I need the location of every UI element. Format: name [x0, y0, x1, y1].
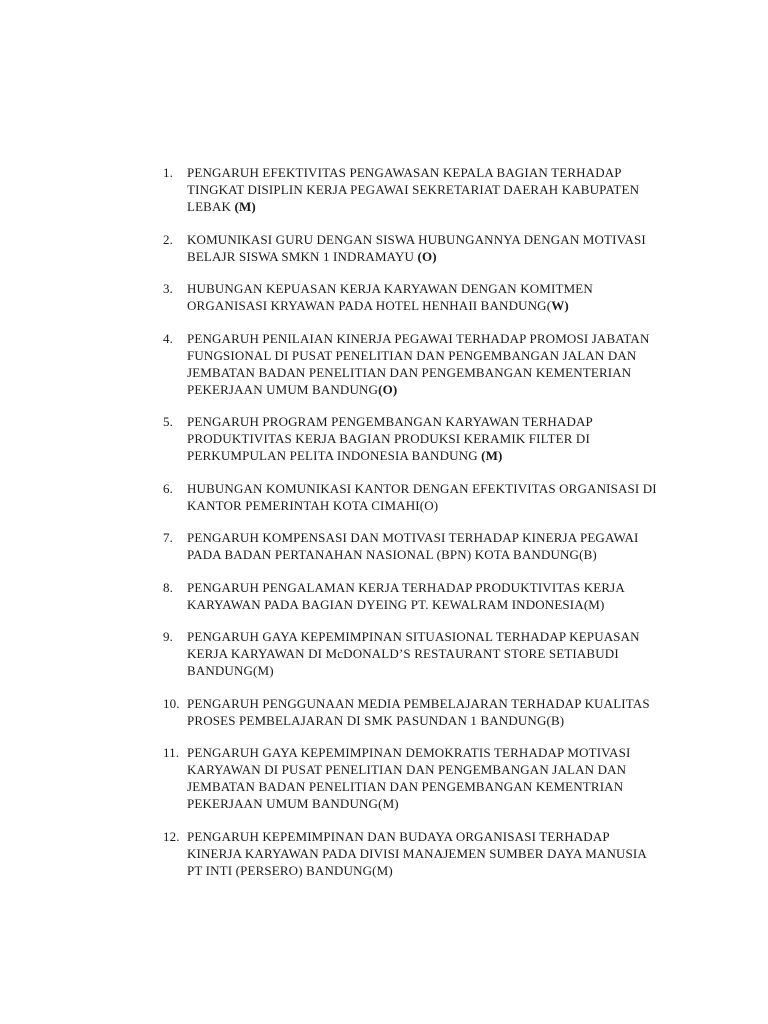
- list-item: [163, 529, 663, 563]
- item-title: [187, 280, 663, 314]
- list-item: [163, 480, 663, 514]
- item-number: 8.: [163, 579, 174, 595]
- item-number: 3.: [163, 281, 174, 296]
- list-item: [163, 231, 663, 265]
- item-title: [187, 413, 663, 464]
- item-code: (O): [378, 381, 398, 397]
- list-item: [163, 330, 663, 398]
- item-code: W): [551, 298, 569, 313]
- item-title: [187, 744, 663, 812]
- item-code: (O): [417, 248, 437, 264]
- item-title-text: HUBUNGAN KOMUNIKASI KANTOR DENGAN EFEKTIVITAS ORGANISASI DI KANTOR PEMERINTAH KOTA CIMAHI(O): [187, 480, 657, 513]
- list-item: [163, 579, 663, 613]
- item-title-text: PENGARUH PENGGUNAAN MEDIA PEMBELAJARAN TERHADAP KUALITAS PROSES PEMBELAJARAN DI SMK PASUNDAN 1 BANDUNG(B): [187, 695, 650, 728]
- item-number: 2.: [163, 231, 174, 247]
- item-title: [187, 164, 663, 215]
- item-title-text: HUBUNGAN KEPUASAN KERJA KARYAWAN DENGAN KOMITMEN ORGANISASI KRYAWAN PADA HOTEL HENHAII BANDUNG(: [187, 281, 593, 313]
- item-title-text: PENGARUH KEPEMIMPINAN DAN BUDAYA ORGANISASI TERHADAP KINERJA KARYAWAN PADA DIVISI MANAJEMEN SUMBER DAYA MANUSIA PT INTI (PERSERO) BANDUNG(M): [187, 828, 647, 878]
- list-item: [163, 164, 663, 215]
- item-title: [187, 231, 663, 265]
- list-item: [163, 695, 663, 729]
- item-number: 10.: [163, 695, 180, 711]
- item-title: [187, 628, 663, 679]
- item-number: 11.: [163, 745, 180, 760]
- thesis-title-list: [163, 164, 663, 894]
- item-title-text: KOMUNIKASI GURU DENGAN SISWA HUBUNGANNYA DENGAN MOTIVASI BELAJR SISWA SMKN 1 INDRAMAYU: [187, 231, 646, 264]
- item-title-text: PENGARUH GAYA KEPEMIMPINAN SITUASIONAL TERHADAP KEPUASAN KERJA KARYAWAN DI McDONALD’S RESTAURANT STORE SETIABUDI BANDUNG(M): [187, 629, 640, 678]
- item-title-text: PENGARUH GAYA KEPEMIMPINAN DEMOKRATIS TERHADAP MOTIVASI KARYAWAN DI PUSAT PENELITIAN DAN PENGEMBANGAN JALAN DAN JEMBATAN BADAN PENELITIAN DAN PENGEMBANGAN KEMENTRIAN PEKERJAAN UMUM BANDUNG(M): [187, 745, 631, 811]
- item-number: 12.: [163, 828, 180, 844]
- item-title: [187, 828, 663, 879]
- item-title: [187, 695, 663, 729]
- item-number: 9.: [163, 629, 174, 644]
- item-code: (M): [234, 199, 256, 214]
- item-number: 7.: [163, 530, 174, 545]
- list-item: [163, 413, 663, 464]
- item-number: 6.: [163, 480, 174, 496]
- item-title-text: PENGARUH PROGRAM PENGEMBANGAN KARYAWAN TERHADAP PRODUKTIVITAS KERJA BAGIAN PRODUKSI KERAMIK FILTER DI PERKUMPULAN PELITA INDONESIA BANDUNG: [187, 414, 593, 463]
- item-title: [187, 579, 663, 613]
- item-title: [187, 330, 663, 398]
- item-title: [187, 529, 663, 563]
- item-title-text: PENGARUH PENGALAMAN KERJA TERHADAP PRODUKTIVITAS KERJA KARYAWAN PADA BAGIAN DYEING PT. KEWALRAM INDONESIA(M): [187, 579, 625, 612]
- item-title-text: PENGARUH PENILAIAN KINERJA PEGAWAI TERHADAP PROMOSI JABATAN FUNGSIONAL DI PUSAT PENELITIAN DAN PENGEMBANGAN JALAN DAN JEMBATAN BADAN PENELITIAN DAN PENGEMBANGAN KEMENTERIAN PEKERJAAN UMUM BANDUNG: [187, 330, 650, 397]
- list-item: [163, 828, 663, 879]
- list-item: [163, 628, 663, 679]
- list-item: [163, 744, 663, 812]
- item-number: 1.: [163, 165, 174, 180]
- item-title: [187, 480, 663, 514]
- item-code: (M): [481, 448, 503, 463]
- item-title-text: PENGARUH EFEKTIVITAS PENGAWASAN KEPALA BAGIAN TERHADAP TINGKAT DISIPLIN KERJA PEGAWAI SEKRETARIAT DAERAH KABUPATEN LEBAK: [187, 165, 640, 214]
- item-number: 4.: [163, 330, 174, 346]
- item-title-text: PENGARUH KOMPENSASI DAN MOTIVASI TERHADAP KINERJA PEGAWAI PADA BADAN PERTANAHAN NASIONAL (BPN) KOTA BANDUNG(B): [187, 530, 639, 562]
- item-number: 5.: [163, 414, 174, 429]
- list-item: [163, 280, 663, 314]
